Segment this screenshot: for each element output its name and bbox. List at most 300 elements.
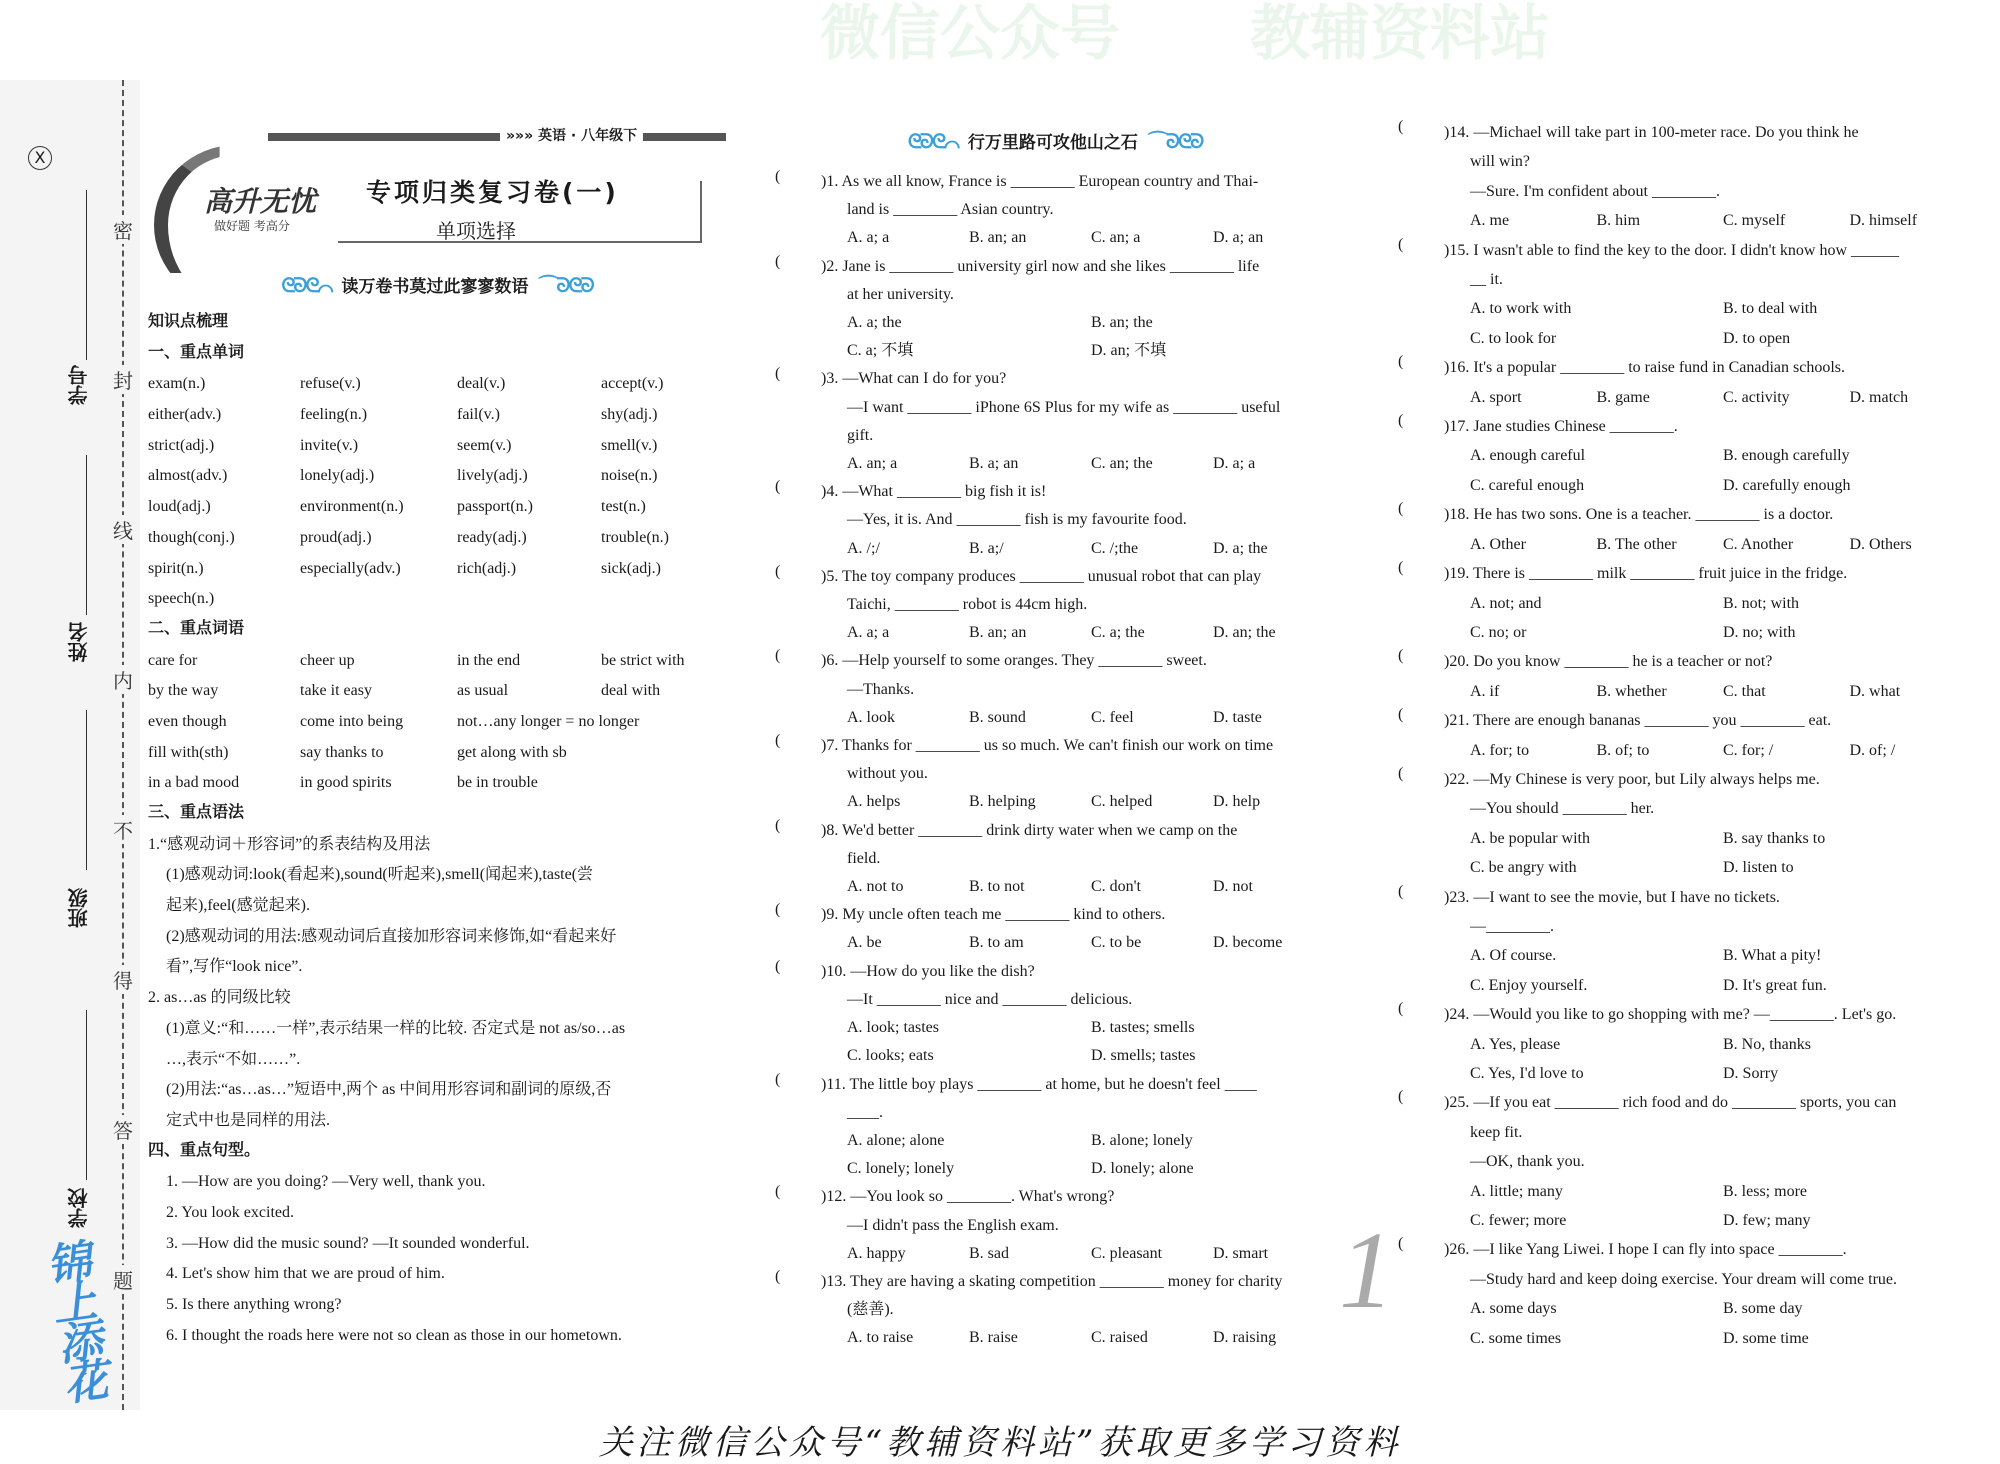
option-a[interactable]: A. look (847, 708, 895, 726)
question-number: 24. (1449, 1006, 1470, 1024)
option-a[interactable]: A. a; the (847, 314, 902, 332)
question-line: )20. Do you know ________ he is a teacher or not? (1444, 653, 1773, 671)
answer-paren[interactable]: ( (775, 168, 781, 185)
option-c[interactable]: C. an; a (1091, 229, 1141, 247)
paper-subtitle: 单项选择 (436, 219, 516, 243)
question-number: 6. (826, 652, 839, 670)
question-number: 9. (826, 906, 839, 924)
question-line (821, 1212, 1335, 1240)
grammar-line: (2)用法:“as…as…”短语中,两个 as 中间用形容词和副词的原级,否 (166, 1081, 612, 1099)
answer-paren[interactable]: ( (1398, 882, 1404, 900)
option-b[interactable]: B. tastes; smells (1091, 1019, 1195, 1037)
vocab-word: lonely(adj.) (300, 467, 375, 485)
question-text: I wasn't able to find the key to the door. I didn't know how ______ (1473, 241, 1900, 259)
paper-header (148, 125, 726, 255)
option-c[interactable]: C. fewer; more (1470, 1212, 1567, 1230)
option-b[interactable]: B. whether (1596, 682, 1667, 700)
question-item (1398, 353, 1976, 412)
seal-char: 不 (112, 815, 134, 844)
vocab-word: though(conj.) (148, 528, 235, 546)
vocab-word: either(adv.) (148, 406, 222, 424)
seal-char: 内 (112, 665, 134, 694)
option-b[interactable]: B. to deal with (1723, 300, 1818, 318)
phrase (601, 738, 726, 769)
option-d[interactable]: D. some time (1723, 1329, 1809, 1347)
question-line: )17. Jane studies Chinese ________. (1444, 418, 1678, 436)
vocab-word: fail(v.) (457, 406, 500, 424)
option-d[interactable]: D. help (1213, 793, 1261, 811)
seal-char: 得 (112, 965, 134, 994)
phrase (601, 707, 726, 738)
answer-options (1444, 294, 1976, 353)
question-line: )26. —I like Yang Liwei. I hope I can fly into space ________. (1444, 1241, 1847, 1259)
vocab-word: strict(adj.) (148, 436, 215, 454)
option-a[interactable]: A. me (1470, 212, 1510, 230)
answer-options (1444, 1294, 1976, 1353)
question-item (1398, 412, 1976, 500)
question-body (1444, 500, 1976, 559)
option-d[interactable]: D. Others (1849, 535, 1912, 553)
question-item (1398, 1088, 1976, 1235)
option-d[interactable]: D. to open (1723, 329, 1791, 347)
key-sentence: 2. You look excited. (166, 1203, 294, 1221)
question-text: We'd better ________ drink dirty water when we camp on the (842, 821, 1238, 839)
question-number: 1. (826, 173, 839, 190)
question-line (821, 422, 1335, 450)
question-item (775, 1183, 1335, 1268)
phrase: not…any longer = no longer (457, 712, 640, 730)
answer-paren[interactable]: ( (1398, 559, 1404, 577)
question-number: 16. (1449, 359, 1470, 377)
option-b[interactable]: B. raise (969, 1329, 1018, 1347)
question-text: —How do you like the dish? (850, 962, 1035, 980)
option-a[interactable]: A. enough careful (1470, 447, 1586, 465)
option-d[interactable]: D. what (1849, 682, 1901, 700)
question-item (775, 817, 1335, 902)
knowledge-column (148, 125, 726, 1351)
answer-paren[interactable]: ( (775, 901, 781, 919)
answer-paren[interactable]: ( (775, 252, 781, 270)
option-c[interactable]: C. don't (1091, 878, 1141, 896)
question-line: )3. —What can I do for you? (821, 370, 1007, 388)
phrase: come into being (300, 712, 404, 730)
grammar-title: 三、重点语法 (148, 802, 245, 821)
option-c[interactable]: C. an; the (1091, 455, 1153, 473)
option-a[interactable]: A. for; to (1470, 741, 1530, 759)
answer-paren[interactable]: ( (775, 1267, 781, 1285)
question-body (1444, 236, 1976, 354)
option-c[interactable]: C. that (1723, 682, 1766, 700)
question-line (1444, 1265, 1976, 1294)
question-text: Do you know ________ he is a teacher or not? (1473, 653, 1773, 671)
ornament-title: 读万卷书莫过此寥寥数语 (341, 277, 529, 297)
question-text: He has two sons. One is a teacher. ________ is a doctor. (1473, 506, 1834, 524)
question-item (775, 901, 1335, 957)
phrase: care for (148, 651, 198, 669)
question-line (821, 676, 1335, 704)
option-d[interactable]: D. a; an (1213, 229, 1264, 247)
option-c[interactable]: C. to look for (1470, 329, 1557, 347)
option-b[interactable]: B. enough carefully (1723, 447, 1850, 465)
answer-options (821, 873, 1335, 901)
answer-paren[interactable]: ( (1398, 353, 1404, 371)
option-a[interactable]: A. some days (1470, 1300, 1557, 1318)
ornament-title: 行万里路可攻他山之石 (967, 133, 1138, 153)
option-c[interactable]: C. activity (1723, 388, 1790, 406)
option-c[interactable]: C. to be (1091, 934, 1142, 952)
vocab-grid (148, 369, 726, 615)
answer-paren[interactable]: ( (775, 1183, 781, 1201)
option-d[interactable]: D. match (1849, 388, 1909, 406)
option-d[interactable]: D. himself (1849, 212, 1918, 230)
option-c[interactable]: C. pleasant (1091, 1244, 1163, 1262)
question-text: —You should ________ her. (1470, 800, 1655, 818)
question-body (821, 732, 1335, 817)
option-a[interactable]: A. not; and (1470, 594, 1542, 612)
answer-paren[interactable]: ( (775, 562, 781, 580)
question-item (775, 478, 1335, 563)
option-b[interactable]: B. sound (969, 708, 1026, 726)
question-text: land is ________ Asian country. (847, 201, 1054, 219)
answer-paren[interactable]: ( (775, 732, 781, 750)
option-c[interactable]: C. lonely; lonely (847, 1160, 955, 1178)
option-c[interactable]: C. feel (1091, 708, 1134, 726)
answer-paren[interactable]: ( (775, 1070, 781, 1088)
phrase: as usual (457, 682, 509, 700)
question-item (775, 365, 1335, 478)
option-d[interactable]: D. become (1213, 934, 1283, 952)
question-line: )23. —I want to see the movie, but I have no tickets. (1444, 888, 1780, 906)
option-a[interactable]: A. /;/ (847, 539, 880, 557)
question-number: 4. (826, 483, 839, 501)
question-text: gift. (847, 426, 874, 444)
subject-grade: »»» 英语 · 八年级下 (500, 125, 643, 145)
option-a[interactable]: A. an; a (847, 455, 898, 473)
question-text: —My Chinese is very poor, but Lily always helps me. (1473, 770, 1820, 788)
vocab-word: passport(n.) (457, 498, 533, 516)
swirl-ornament-icon: ᘓᘐᘓ⌒ (907, 129, 958, 153)
answer-paren[interactable]: ( (775, 957, 781, 975)
question-text: —It ________ nice and ________ delicious. (847, 990, 1133, 1008)
grammar-line: …,表示“不如……”. (166, 1050, 301, 1068)
answer-paren[interactable]: ( (1398, 235, 1404, 253)
question-text: will win? (1470, 153, 1530, 171)
ornament-heading (775, 125, 1335, 154)
answer-paren[interactable]: ( (1398, 1000, 1404, 1018)
option-b[interactable]: B. an; an (969, 624, 1027, 642)
option-b[interactable]: B. of; to (1596, 741, 1650, 759)
answer-options (1444, 736, 1976, 765)
question-item (775, 1268, 1335, 1353)
option-c[interactable]: C. looks; eats (847, 1047, 934, 1065)
question-line: )9. My uncle often teach me ________ kind to others. (821, 906, 1166, 924)
option-a[interactable]: A. be popular with (1470, 829, 1590, 847)
question-line (821, 845, 1335, 873)
option-b[interactable]: B. not; with (1723, 594, 1800, 612)
answer-paren[interactable]: ( (775, 478, 781, 496)
question-line (821, 281, 1335, 309)
phrases-grid (148, 646, 726, 799)
answer-paren[interactable]: ( (1398, 1088, 1404, 1106)
answer-options (1444, 206, 1976, 235)
option-d[interactable]: D. listen to (1723, 859, 1794, 877)
answer-paren[interactable]: ( (1398, 412, 1404, 430)
option-a[interactable]: A. Of course. (1470, 947, 1557, 965)
question-body (821, 1268, 1335, 1353)
answer-paren[interactable]: ( (1398, 706, 1404, 724)
grammar-line: (1)意义:“和……一样”,表示结果一样的比较. 否定式是 not as/so…as (166, 1019, 626, 1037)
sentences-title: 四、重点句型。 (148, 1139, 261, 1159)
option-c[interactable]: C. be angry with (1470, 859, 1577, 877)
option-c[interactable]: C. for; / (1723, 741, 1774, 759)
swirl-ornament-icon: ⌒ᘐᘓᘐ (538, 273, 593, 297)
option-a[interactable]: A. Yes, please (1470, 1035, 1561, 1053)
question-body (821, 563, 1335, 648)
swirl-ornament-icon: ᘓᘐᘓ⌒ (281, 273, 332, 297)
option-d[interactable]: D. not (1213, 878, 1253, 896)
option-a[interactable]: A. little; many (1470, 1182, 1563, 1200)
question-number: 22. (1449, 770, 1470, 788)
question-body (821, 1183, 1335, 1268)
question-text: There are enough bananas ________ you ________ eat. (1473, 712, 1832, 730)
question-body (821, 365, 1335, 478)
question-number: 19. (1449, 565, 1470, 583)
vocab-word: smell(v.) (601, 436, 658, 454)
question-line (821, 1296, 1335, 1324)
answer-options (1444, 530, 1976, 559)
vocab-word: deal(v.) (457, 375, 506, 393)
question-line: )13. They are having a skating competition ________ money for charity (821, 1272, 1283, 1290)
option-a[interactable]: A. Other (1470, 535, 1526, 553)
option-c[interactable]: C. careful enough (1470, 476, 1585, 494)
option-a[interactable]: A. a; a (847, 624, 890, 642)
question-text: There is ________ milk ________ fruit juice in the fridge. (1473, 565, 1848, 583)
vocab-word: feeling(n.) (300, 406, 368, 424)
field-line (86, 1010, 87, 1180)
question-body (821, 1071, 1335, 1184)
question-body (1444, 883, 1976, 1001)
question-item (1398, 706, 1976, 765)
answer-options (1444, 941, 1976, 1000)
option-c[interactable]: C. Yes, I'd love to (1470, 1065, 1584, 1082)
vocab-word: environment(n.) (300, 498, 404, 516)
question-body (1444, 1000, 1976, 1088)
question-item (1398, 647, 1976, 706)
phrase (601, 768, 726, 799)
question-line: )15. I wasn't able to find the key to the door. I didn't know how ______ (1444, 241, 1900, 259)
vocab-word: ready(adj.) (457, 528, 527, 546)
option-a[interactable]: A. sport (1470, 388, 1522, 406)
option-b[interactable]: B. What a pity! (1723, 947, 1822, 965)
option-b[interactable]: B. say thanks to (1723, 829, 1826, 847)
question-number: 5. (826, 567, 839, 585)
option-c[interactable]: C. a; 不填 (847, 342, 914, 360)
vocab-word: especially(adv.) (300, 559, 401, 577)
option-d[interactable]: D. raising (1213, 1329, 1277, 1347)
seal-char: 封 (112, 365, 134, 394)
footer-note: 关注微信公众号“教辅资料站”获取更多学习资料 (598, 1423, 1402, 1463)
question-line: )1. As we all know, France is ________ European country and Thai- (821, 173, 1259, 190)
option-b[interactable]: B. some day (1723, 1300, 1803, 1318)
question-number: 7. (826, 737, 839, 755)
answer-options (821, 704, 1335, 732)
option-b[interactable]: B. less; more (1723, 1182, 1807, 1200)
option-a[interactable]: A. if (1470, 682, 1500, 700)
field-line (86, 455, 87, 615)
question-text: —Yes, it is. And ________ fish is my favourite food. (847, 511, 1187, 529)
vocab-word: seem(v.) (457, 436, 512, 454)
vocab-word: loud(adj.) (148, 498, 211, 516)
question-item (1398, 559, 1976, 647)
answer-paren[interactable]: ( (775, 647, 781, 665)
option-d[interactable]: D. few; many (1723, 1212, 1811, 1230)
seal-line (122, 80, 124, 1410)
option-a[interactable]: A. to raise (847, 1329, 914, 1347)
vocab-word: rich(adj.) (457, 559, 517, 577)
grammar-line: (1)感观动词:look(看起来),sound(听起来),smell(闻起来),taste(尝 (166, 866, 594, 884)
option-d[interactable]: D. of; / (1849, 741, 1896, 759)
key-sentence: 5. Is there anything wrong? (166, 1296, 342, 1313)
grammar-line: 看”,写作“look nice”. (166, 958, 303, 976)
answer-paren[interactable]: ( (1398, 764, 1404, 782)
answer-paren[interactable]: ( (1398, 118, 1404, 135)
question-text: Jane is ________ university girl now and she likes ________ life (842, 257, 1260, 275)
question-number: 12. (826, 1188, 847, 1206)
question-text: —Michael will take part in 100-meter race. Do you think he (1473, 124, 1859, 141)
seal-char: 线 (112, 515, 134, 544)
option-d[interactable]: D. taste (1213, 708, 1262, 726)
question-text: —I like Yang Liwei. I hope I can fly into space ________. (1473, 1241, 1847, 1259)
logo-slogan: 做好题 考高分 (214, 219, 290, 233)
option-c[interactable]: C. Another (1723, 535, 1794, 553)
option-a[interactable]: A. to work with (1470, 300, 1572, 318)
option-b[interactable]: B. alone; lonely (1091, 1131, 1193, 1149)
vocab-word: exam(n.) (148, 375, 206, 393)
option-b[interactable]: B. to am (969, 934, 1024, 952)
vocab-word: test(n.) (601, 498, 646, 516)
question-text: My uncle often teach me ________ kind to others. (842, 906, 1166, 924)
question-number: 13. (826, 1272, 847, 1290)
option-d[interactable]: D. Sorry (1723, 1065, 1779, 1082)
answer-paren[interactable]: ( (775, 365, 781, 383)
grammar-line: 1.“感观动词＋形容词”的系表结构及用法 (148, 835, 431, 853)
question-line: )5. The toy company produces ________ unusual robot that can play (821, 567, 1262, 585)
option-b[interactable]: B. The other (1596, 535, 1677, 553)
question-text: __ it. (1470, 271, 1503, 289)
question-line: )25. —If you eat ________ rich food and do ________ sports, you can (1444, 1094, 1897, 1112)
question-text: without you. (847, 765, 928, 783)
option-d[interactable]: D. a; a (1213, 455, 1256, 473)
option-d[interactable]: D. smart (1213, 1244, 1269, 1262)
question-text: —OK, thank you. (1470, 1153, 1585, 1171)
option-d[interactable]: D. It's great fun. (1723, 976, 1827, 994)
option-c[interactable]: C. Enjoy yourself. (1470, 976, 1588, 994)
question-text: —________. (1470, 917, 1554, 935)
question-line (1444, 177, 1976, 206)
vocab-word: spirit(n.) (148, 559, 204, 577)
question-text: (慈善). (847, 1301, 894, 1319)
question-number: 3. (826, 370, 839, 388)
question-text: Jane studies Chinese ________. (1473, 418, 1678, 436)
option-b[interactable]: B. a;/ (969, 539, 1004, 557)
option-c[interactable]: C. a; the (1091, 624, 1145, 642)
option-c[interactable]: C. myself (1723, 212, 1786, 230)
question-line (1444, 265, 1976, 294)
question-body (1444, 118, 1976, 236)
question-line: )12. —You look so ________. What's wrong? (821, 1188, 1115, 1206)
question-number: 17. (1449, 418, 1470, 436)
grammar-line: 2. as…as 的同级比较 (148, 989, 291, 1007)
answer-paren[interactable]: ( (775, 816, 781, 834)
question-body (1444, 559, 1976, 647)
option-b[interactable]: B. game (1596, 388, 1650, 406)
question-body (1444, 412, 1976, 500)
option-a[interactable]: A. be (847, 934, 882, 952)
question-text: —Sure. I'm confident about ________. (1470, 182, 1720, 200)
vocab-word: shy(adj.) (601, 406, 658, 424)
question-text: Thanks for ________ us so much. We can't finish our work on time (842, 737, 1274, 755)
option-b[interactable]: B. him (1596, 212, 1641, 230)
option-c[interactable]: C. no; or (1470, 623, 1527, 641)
option-d[interactable]: D. a; the (1213, 539, 1268, 557)
option-d[interactable]: D. lonely; alone (1091, 1160, 1194, 1178)
question-number: 8. (826, 821, 839, 839)
phrase: even though (148, 712, 227, 730)
question-line: )2. Jane is ________ university girl now and she likes ________ life (821, 257, 1260, 275)
option-a[interactable]: A. helps (847, 793, 901, 811)
option-d[interactable]: D. no; with (1723, 623, 1796, 641)
option-b[interactable]: B. an; an (969, 229, 1027, 247)
option-a[interactable]: A. happy (847, 1244, 906, 1262)
question-number: 10. (826, 962, 847, 980)
answer-paren[interactable]: ( (1398, 647, 1404, 665)
option-b[interactable]: B. sad (969, 1244, 1009, 1262)
option-d[interactable]: D. carefully enough (1723, 476, 1851, 494)
answer-paren[interactable]: ( (1398, 1235, 1404, 1253)
option-b[interactable]: B. No, thanks (1723, 1035, 1811, 1053)
question-text: —Thanks. (847, 680, 915, 698)
vocab-title: 一、重点单词 (148, 341, 245, 361)
option-b[interactable]: B. an; the (1091, 314, 1153, 332)
question-item (1398, 883, 1976, 1001)
question-text: ____. (847, 1103, 883, 1121)
question-line: )7. Thanks for ________ us so much. We can't finish our work on time (821, 737, 1274, 755)
watermark: 教辅资料站 (1250, 0, 1550, 69)
option-b[interactable]: B. to not (969, 878, 1025, 896)
option-d[interactable]: D. an; the (1213, 624, 1276, 642)
answer-paren[interactable]: ( (1398, 500, 1404, 518)
question-line (821, 394, 1335, 422)
option-c[interactable]: C. some times (1470, 1329, 1562, 1347)
phrase: take it easy (300, 682, 372, 700)
option-b[interactable]: B. a; an (969, 455, 1019, 473)
option-a[interactable]: A. look; tastes (847, 1019, 939, 1037)
option-a[interactable]: A. alone; alone (847, 1131, 945, 1149)
answer-options (821, 224, 1335, 252)
option-d[interactable]: D. an; 不填 (1091, 342, 1167, 360)
field-line (86, 190, 87, 360)
option-a[interactable]: A. not to (847, 878, 904, 896)
option-d[interactable]: D. smells; tastes (1091, 1047, 1196, 1065)
seal-char: 答 (112, 1115, 134, 1144)
key-sentence: 6. I thought the roads here were not so clean as those in our hometown. (166, 1326, 622, 1344)
option-c[interactable]: C. helped (1091, 793, 1153, 811)
option-a[interactable]: A. a; a (847, 229, 890, 247)
option-b[interactable]: B. helping (969, 793, 1036, 811)
question-text: Taichi, ________ robot is 44cm high. (847, 596, 1088, 614)
option-c[interactable]: C. /;the (1091, 539, 1139, 557)
option-c[interactable]: C. raised (1091, 1329, 1148, 1347)
